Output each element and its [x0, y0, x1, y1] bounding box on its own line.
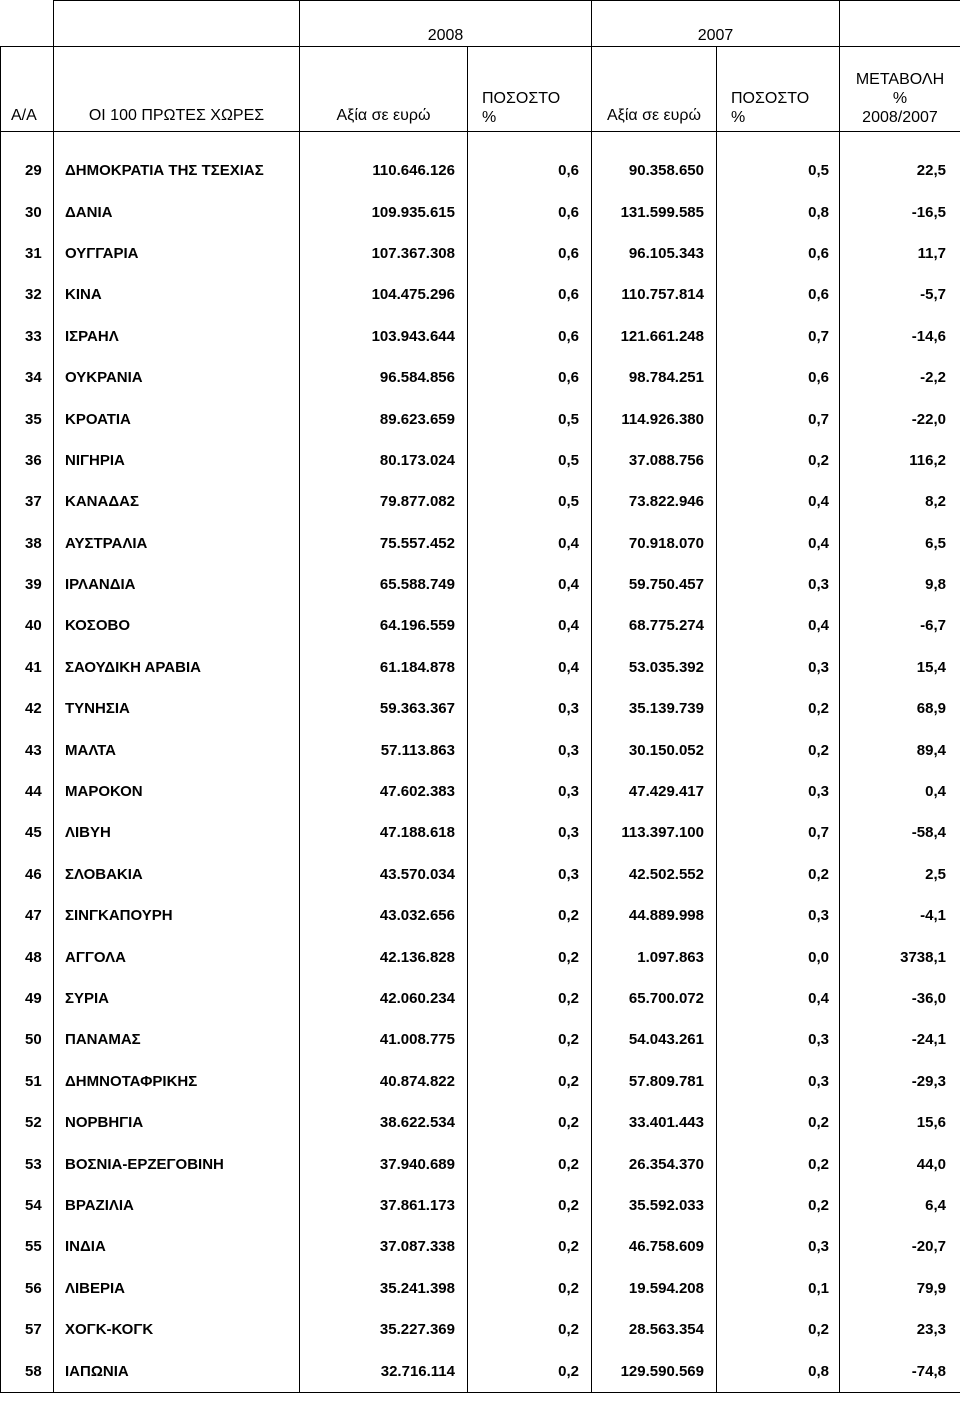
country-name: ΒΡΑΖΙΛΙΑ [54, 1185, 300, 1226]
country-name: ΚΑΝΑΔΑΣ [54, 481, 300, 522]
value-2008: 96.584.856 [300, 357, 468, 398]
change-symbol: % [892, 90, 908, 107]
value-2007: 30.150.052 [592, 729, 717, 770]
value-2008: 75.557.452 [300, 523, 468, 564]
value-2007: 26.354.370 [592, 1143, 717, 1184]
row-number: 56 [1, 1268, 54, 1309]
pct-2008: 0,4 [468, 605, 592, 646]
table-row [1, 1061, 960, 1102]
table-row [1, 854, 960, 895]
pct-2007: 0,3 [717, 895, 840, 936]
row-number: 31 [1, 233, 54, 274]
value-2008: 104.475.296 [300, 274, 468, 315]
pct-2007: 0,6 [717, 357, 840, 398]
table-row [1, 729, 960, 770]
value-2007: 70.918.070 [592, 523, 717, 564]
pct-2008: 0,2 [468, 1185, 592, 1226]
pct-2008: 0,4 [468, 523, 592, 564]
table-row [1, 440, 960, 481]
table-row [1, 191, 960, 232]
value-2007: 37.088.756 [592, 440, 717, 481]
value-2007: 46.758.609 [592, 1226, 717, 1267]
value-2008: 37.861.173 [300, 1185, 468, 1226]
country-name: ΧΟΓΚ-ΚΟΓΚ [54, 1309, 300, 1350]
pct-2008: 0,2 [468, 978, 592, 1019]
table-row [1, 605, 960, 646]
country-name: ΣΙΝΓΚΑΠΟΥΡΗ [54, 895, 300, 936]
value-2007: 131.599.585 [592, 191, 717, 232]
table-row [1, 523, 960, 564]
value-2007: 96.105.343 [592, 233, 717, 274]
value-2007: 33.401.443 [592, 1102, 717, 1143]
table-row [1, 812, 960, 853]
blank-cell [54, 1, 300, 47]
table-row [1, 1102, 960, 1143]
change-pct: -58,4 [840, 812, 960, 853]
table-row [1, 1350, 960, 1392]
row-number: 53 [1, 1143, 54, 1184]
pct-2007: 0,2 [717, 1309, 840, 1350]
row-number: 42 [1, 688, 54, 729]
change-pct: 89,4 [840, 729, 960, 770]
row-number: 54 [1, 1185, 54, 1226]
table-row [1, 398, 960, 439]
change-pct: -24,1 [840, 1019, 960, 1060]
value-2007: 42.502.552 [592, 854, 717, 895]
row-number: 36 [1, 440, 54, 481]
pct-2007: 0,0 [717, 936, 840, 977]
value-2007: 35.139.739 [592, 688, 717, 729]
pct-2008: 0,2 [468, 895, 592, 936]
row-number: 44 [1, 771, 54, 812]
row-number: 46 [1, 854, 54, 895]
value-2007: 19.594.208 [592, 1268, 717, 1309]
row-number: 32 [1, 274, 54, 315]
table-row [1, 1268, 960, 1309]
value-2008: 107.367.308 [300, 233, 468, 274]
row-number: 34 [1, 357, 54, 398]
change-pct: -20,7 [840, 1226, 960, 1267]
row-number: 29 [1, 150, 54, 191]
value-2007: 54.043.261 [592, 1019, 717, 1060]
value-2007: 28.563.354 [592, 1309, 717, 1350]
value-2008: 89.623.659 [300, 398, 468, 439]
value-2008: 35.241.398 [300, 1268, 468, 1309]
change-pct: 22,5 [840, 150, 960, 191]
pct-2008: 0,3 [468, 771, 592, 812]
table-row [1, 150, 960, 191]
row-number: 37 [1, 481, 54, 522]
country-name: ΤΥΝΗΣΙΑ [54, 688, 300, 729]
value-2008: 42.136.828 [300, 936, 468, 977]
country-name: ΚΟΣΟΒΟ [54, 605, 300, 646]
col-header-aa: Α/Α [1, 47, 54, 132]
country-name: ΝΙΓΗΡΙΑ [54, 440, 300, 481]
country-name: ΒΟΣΝΙΑ-ΕΡΖΕΓΟΒΙΝΗ [54, 1143, 300, 1184]
row-number: 38 [1, 523, 54, 564]
change-pct: 23,3 [840, 1309, 960, 1350]
pct-2008: 0,6 [468, 233, 592, 274]
value-2008: 57.113.863 [300, 729, 468, 770]
country-name: ΔΑΝΙΑ [54, 191, 300, 232]
row-number: 39 [1, 564, 54, 605]
col-header-value-2008: Αξία σε ευρώ [300, 47, 468, 132]
country-name: ΙΝΔΙΑ [54, 1226, 300, 1267]
year-2008-header: 2008 [300, 1, 592, 47]
row-number: 43 [1, 729, 54, 770]
pct-2007: 0,8 [717, 191, 840, 232]
col-header-country: ΟΙ 100 ΠΡΩΤΕΣ ΧΩΡΕΣ [54, 47, 300, 132]
pct-2007: 0,3 [717, 564, 840, 605]
pct-2008: 0,4 [468, 647, 592, 688]
pct-2007: 0,3 [717, 1019, 840, 1060]
change-pct: -5,7 [840, 274, 960, 315]
value-2008: 42.060.234 [300, 978, 468, 1019]
pct-2008: 0,2 [468, 1019, 592, 1060]
value-2008: 79.877.082 [300, 481, 468, 522]
pct-2008: 0,2 [468, 1268, 592, 1309]
value-2007: 59.750.457 [592, 564, 717, 605]
value-2007: 98.784.251 [592, 357, 717, 398]
value-2007: 73.822.946 [592, 481, 717, 522]
table-row [1, 688, 960, 729]
row-number: 55 [1, 1226, 54, 1267]
value-2008: 37.940.689 [300, 1143, 468, 1184]
pct-2008: 0,3 [468, 812, 592, 853]
change-pct: -36,0 [840, 978, 960, 1019]
pct-2007: 0,8 [717, 1350, 840, 1392]
row-number: 47 [1, 895, 54, 936]
row-number: 48 [1, 936, 54, 977]
country-name: ΛΙΒΕΡΙΑ [54, 1268, 300, 1309]
pct-2007: 0,6 [717, 274, 840, 315]
row-number: 57 [1, 1309, 54, 1350]
country-name: ΣΑΟΥΔΙΚΗ ΑΡΑΒΙΑ [54, 647, 300, 688]
value-2008: 65.588.749 [300, 564, 468, 605]
pct-2008: 0,6 [468, 191, 592, 232]
value-2008: 109.935.615 [300, 191, 468, 232]
country-name: ΛΙΒΥΗ [54, 812, 300, 853]
pct-2008: 0,6 [468, 274, 592, 315]
pct-2008: 0,3 [468, 854, 592, 895]
value-2007: 53.035.392 [592, 647, 717, 688]
country-name: ΙΡΛΑΝΔΙΑ [54, 564, 300, 605]
value-2008: 110.646.126 [300, 150, 468, 191]
change-pct: -14,6 [840, 316, 960, 357]
pct-label: ΠΟΣΟΣΤΟ [731, 90, 810, 107]
country-name: ΚΙΝΑ [54, 274, 300, 315]
row-number: 45 [1, 812, 54, 853]
pct-2008: 0,5 [468, 398, 592, 439]
pct-2007: 0,3 [717, 1061, 840, 1102]
pct-2008: 0,2 [468, 1061, 592, 1102]
value-2008: 47.188.618 [300, 812, 468, 853]
table-row [1, 1019, 960, 1060]
change-pct: -29,3 [840, 1061, 960, 1102]
year-header-row [1, 1, 960, 47]
row-number: 50 [1, 1019, 54, 1060]
country-name: ΣΥΡΙΑ [54, 978, 300, 1019]
value-2007: 47.429.417 [592, 771, 717, 812]
table-row [1, 274, 960, 315]
row-number: 52 [1, 1102, 54, 1143]
pct-2008: 0,2 [468, 1143, 592, 1184]
change-pct: 8,2 [840, 481, 960, 522]
table-row [1, 1143, 960, 1184]
country-name: ΜΑΛΤΑ [54, 729, 300, 770]
table-row [1, 978, 960, 1019]
country-name: ΟΥΓΓΑΡΙΑ [54, 233, 300, 274]
column-header-row [1, 47, 960, 132]
country-name: ΟΥΚΡΑΝΙΑ [54, 357, 300, 398]
pct-2007: 0,1 [717, 1268, 840, 1309]
value-2007: 57.809.781 [592, 1061, 717, 1102]
spacer-row [1, 132, 960, 151]
pct-2007: 0,2 [717, 440, 840, 481]
country-name: ΚΡΟΑΤΙΑ [54, 398, 300, 439]
value-2007: 113.397.100 [592, 812, 717, 853]
pct-2007: 0,7 [717, 812, 840, 853]
pct-2008: 0,2 [468, 936, 592, 977]
country-name: ΝΟΡΒΗΓΙΑ [54, 1102, 300, 1143]
value-2007: 1.097.863 [592, 936, 717, 977]
change-pct: -2,2 [840, 357, 960, 398]
pct-2008: 0,6 [468, 150, 592, 191]
pct-symbol: % [731, 109, 746, 126]
country-name: ΑΥΣΤΡΑΛΙΑ [54, 523, 300, 564]
change-pct: 68,9 [840, 688, 960, 729]
value-2008: 43.032.656 [300, 895, 468, 936]
change-pct: -6,7 [840, 605, 960, 646]
change-pct: 0,4 [840, 771, 960, 812]
pct-2007: 0,7 [717, 316, 840, 357]
col-header-pct-2007 [717, 47, 840, 132]
pct-2008: 0,2 [468, 1309, 592, 1350]
value-2008: 43.570.034 [300, 854, 468, 895]
country-name: ΙΑΠΩΝΙΑ [54, 1350, 300, 1392]
change-pct: 6,5 [840, 523, 960, 564]
pct-2007: 0,2 [717, 1143, 840, 1184]
col-header-change [840, 47, 960, 132]
pct-2008: 0,5 [468, 481, 592, 522]
country-name: ΠΑΝΑΜΑΣ [54, 1019, 300, 1060]
col-header-value-2007: Αξία σε ευρώ [592, 47, 717, 132]
change-pct: 2,5 [840, 854, 960, 895]
change-pct: 11,7 [840, 233, 960, 274]
pct-2007: 0,5 [717, 150, 840, 191]
pct-2008: 0,2 [468, 1102, 592, 1143]
value-2007: 110.757.814 [592, 274, 717, 315]
change-label: ΜΕΤΑΒΟΛΗ [855, 71, 945, 88]
value-2008: 40.874.822 [300, 1061, 468, 1102]
pct-2007: 0,3 [717, 647, 840, 688]
change-pct: 79,9 [840, 1268, 960, 1309]
value-2007: 44.889.998 [592, 895, 717, 936]
table-row [1, 936, 960, 977]
change-pct: -22,0 [840, 398, 960, 439]
year-2007-header: 2007 [592, 1, 840, 47]
value-2008: 47.602.383 [300, 771, 468, 812]
pct-2007: 0,3 [717, 771, 840, 812]
row-number: 30 [1, 191, 54, 232]
value-2007: 121.661.248 [592, 316, 717, 357]
pct-2007: 0,4 [717, 978, 840, 1019]
change-pct: 116,2 [840, 440, 960, 481]
row-number: 40 [1, 605, 54, 646]
col-header-pct-2008 [468, 47, 592, 132]
value-2008: 103.943.644 [300, 316, 468, 357]
country-name: ΔΗΜΝΟΤΑΦΡΙΚΗΣ [54, 1061, 300, 1102]
pct-2008: 0,3 [468, 729, 592, 770]
blank-cell [840, 1, 960, 47]
value-2008: 35.227.369 [300, 1309, 468, 1350]
table-row [1, 1185, 960, 1226]
pct-2008: 0,5 [468, 440, 592, 481]
value-2008: 80.173.024 [300, 440, 468, 481]
table-row [1, 316, 960, 357]
pct-2008: 0,2 [468, 1226, 592, 1267]
value-2008: 37.087.338 [300, 1226, 468, 1267]
row-number: 41 [1, 647, 54, 688]
pct-2007: 0,4 [717, 523, 840, 564]
value-2007: 35.592.033 [592, 1185, 717, 1226]
value-2008: 38.622.534 [300, 1102, 468, 1143]
pct-2007: 0,6 [717, 233, 840, 274]
pct-2007: 0,2 [717, 1185, 840, 1226]
row-number: 51 [1, 1061, 54, 1102]
blank-cell [1, 1, 54, 47]
value-2008: 59.363.367 [300, 688, 468, 729]
value-2007: 129.590.569 [592, 1350, 717, 1392]
pct-2008: 0,4 [468, 564, 592, 605]
pct-2007: 0,7 [717, 398, 840, 439]
value-2008: 61.184.878 [300, 647, 468, 688]
change-period: 2008/2007 [862, 109, 938, 126]
pct-2008: 0,6 [468, 357, 592, 398]
pct-2007: 0,2 [717, 854, 840, 895]
value-2007: 90.358.650 [592, 150, 717, 191]
change-pct: -74,8 [840, 1350, 960, 1392]
pct-2007: 0,3 [717, 1226, 840, 1267]
pct-2008: 0,2 [468, 1350, 592, 1392]
pct-2007: 0,4 [717, 481, 840, 522]
pct-2007: 0,2 [717, 688, 840, 729]
pct-2007: 0,2 [717, 1102, 840, 1143]
value-2008: 32.716.114 [300, 1350, 468, 1392]
country-name: ΜΑΡΟΚΟΝ [54, 771, 300, 812]
table-row [1, 1226, 960, 1267]
table-row [1, 895, 960, 936]
change-pct: 3738,1 [840, 936, 960, 977]
value-2008: 41.008.775 [300, 1019, 468, 1060]
pct-2008: 0,3 [468, 688, 592, 729]
change-pct: -4,1 [840, 895, 960, 936]
country-name: ΔΗΜΟΚΡΑΤΙΑ ΤΗΣ ΤΣΕΧΙΑΣ [54, 150, 300, 191]
row-number: 49 [1, 978, 54, 1019]
value-2007: 65.700.072 [592, 978, 717, 1019]
row-number: 33 [1, 316, 54, 357]
pct-label: ΠΟΣΟΣΤΟ [482, 90, 561, 107]
country-name: ΑΓΓΟΛΑ [54, 936, 300, 977]
change-pct: -16,5 [840, 191, 960, 232]
value-2008: 64.196.559 [300, 605, 468, 646]
change-pct: 15,4 [840, 647, 960, 688]
table-row [1, 564, 960, 605]
table-row [1, 233, 960, 274]
row-number: 58 [1, 1350, 54, 1392]
value-2007: 114.926.380 [592, 398, 717, 439]
table-row [1, 357, 960, 398]
country-name: ΣΛΟΒΑΚΙΑ [54, 854, 300, 895]
table-row [1, 771, 960, 812]
change-pct: 15,6 [840, 1102, 960, 1143]
pct-2008: 0,6 [468, 316, 592, 357]
change-pct: 6,4 [840, 1185, 960, 1226]
value-2007: 68.775.274 [592, 605, 717, 646]
pct-2007: 0,4 [717, 605, 840, 646]
table-row [1, 1309, 960, 1350]
country-name: ΙΣΡΑΗΛ [54, 316, 300, 357]
table-row [1, 481, 960, 522]
change-pct: 44,0 [840, 1143, 960, 1184]
row-number: 35 [1, 398, 54, 439]
change-pct: 9,8 [840, 564, 960, 605]
table-row [1, 647, 960, 688]
pct-2007: 0,2 [717, 729, 840, 770]
pct-symbol: % [482, 109, 497, 126]
